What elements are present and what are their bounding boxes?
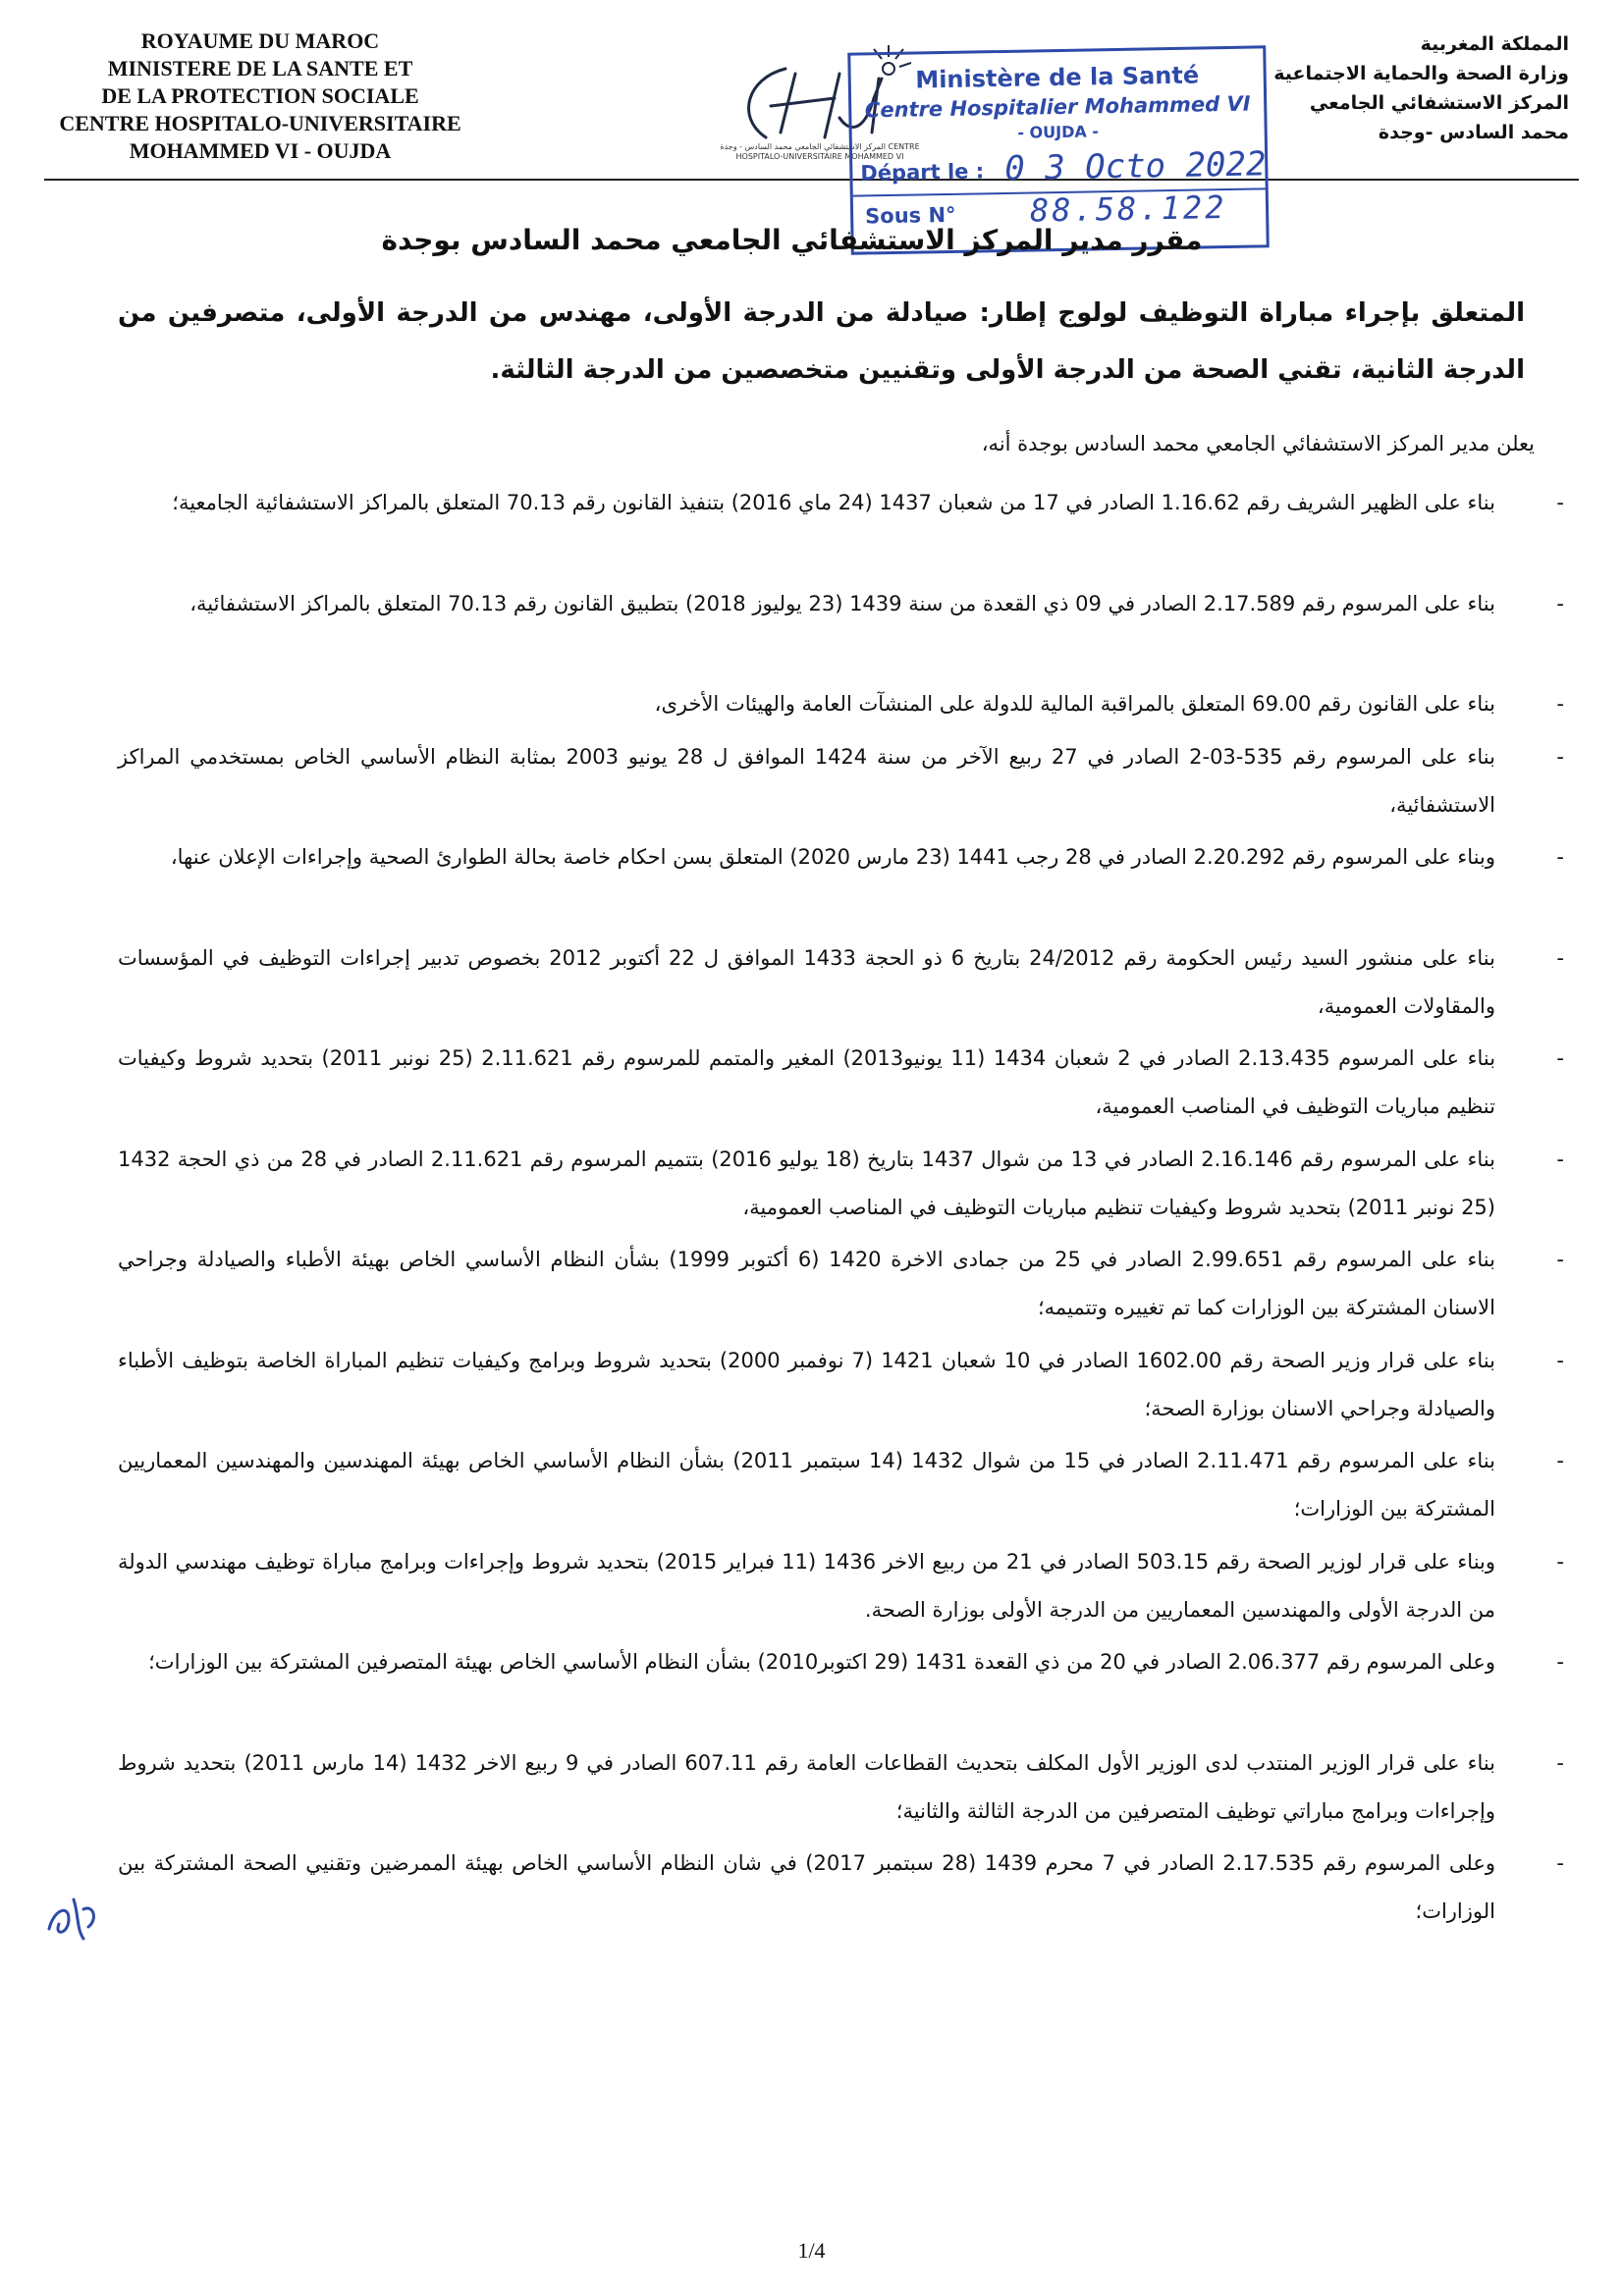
dash-bullet-icon: - xyxy=(1556,491,1564,514)
list-item xyxy=(118,1337,1564,1433)
list-item-text: بناء على قرار وزير الصحة رقم 1602.00 الصادر في 10 شعبان 1421 (7 نوفمبر 2000) بتحديد شروط وبرامج وكيفيات تنظيم المباراة الخاصة بتوظيف الأطباء والصيادلة وجراحي الاسنان بوزارة الصحة؛ xyxy=(118,1348,1496,1420)
list-item-text: بناء على المرسوم رقم 2.11.471 الصادر في 15 من شوال 1432 (14 سبتمبر 2011) بشأن النظام الأساسي الخاص بهيئة المهندسين والمهندسين المعماريين المشتركة بين الوزارات؛ xyxy=(118,1449,1496,1521)
considerations-list xyxy=(118,479,1564,1941)
header-arabic xyxy=(1274,29,1569,147)
header-divider xyxy=(44,179,1579,181)
list-item-text: وعلى المرسوم رقم 2.06.377 الصادر في 20 من ذي القعدة 1431 (29 اكتوبر2010) بشأن النظام الأساسي الخاص بهيئة المتصرفين المشتركة بين الوزارات؛ xyxy=(148,1650,1495,1674)
dash-bullet-icon: - xyxy=(1556,945,1564,970)
list-item-text: بناء على المرسوم رقم 2.99.651 الصادر في 25 من جمادى الاخرة 1420 (6 أكتوبر 1999) بشأن النظام الأساسي الخاص بهيئة الأطباء والصيادلة وجراحي الاسنان المشتركة بين الوزارات كما تم تغييره وتتميمه؛ xyxy=(118,1248,1495,1319)
list-item-text: بناء على المرسوم 2.13.435 الصادر في 2 شعبان 1434 (11 يونيو2013) المغير والمتمم للمرسوم رقم 2.11.621 (25 نونبر 2011) بتحديد شروط وكيفيات تنظيم مباريات التوظيف في المناصب العمومية، xyxy=(118,1046,1496,1118)
list-item xyxy=(118,1035,1564,1131)
dash-bullet-icon: - xyxy=(1556,1851,1564,1875)
header-french-line: CENTRE HOSPITALO-UNIVERSITAIRE xyxy=(59,111,461,135)
page-number: 1/4 xyxy=(797,2238,826,2263)
handwritten-initials-icon xyxy=(39,1890,108,1949)
list-item xyxy=(118,833,1564,930)
dash-bullet-icon: - xyxy=(1556,1348,1564,1372)
list-item xyxy=(118,1538,1564,1634)
list-item-text: وعلى المرسوم رقم 2.17.535 الصادر في 7 محرم 1439 (28 سبتمبر 2017) في شان النظام الأساسي الخاص بهيئة الممرضين وتقنيي الصحة المشتركة بين الوزارات؛ xyxy=(118,1851,1496,1923)
list-item xyxy=(118,479,1564,575)
list-item xyxy=(118,1739,1564,1836)
stamp-depart-label: Départ le : xyxy=(860,159,985,186)
dash-bullet-icon: - xyxy=(1556,591,1564,615)
stamp-sous-number: 88.58.122 xyxy=(1029,188,1227,230)
list-item-text: بناء على قرار الوزير المنتدب لدى الوزير الأول المكلف بتحديث القطاعات العامة رقم 607.11 الصادر في 9 ربيع الاخر 1432 (14 مارس 2011) بتحديد شروط وإجراءات وبرامج مباراتي توظيف المتصرفين من الدرجة الثالثة والثانية؛ xyxy=(118,1750,1496,1823)
stamp-depart-date: 0 3 Octo 2022 xyxy=(1003,144,1267,188)
list-item xyxy=(118,1638,1564,1735)
stamp-ministry: Ministère de la Santé xyxy=(915,61,1200,94)
header-arabic-line: وزارة الصحة والحماية الاجتماعية xyxy=(1273,63,1569,84)
stamp-sous-label: Sous N° xyxy=(864,202,956,229)
header-french-line: MINISTERE DE LA SANTE ET xyxy=(107,56,413,80)
document-title: مقرر مدير المركز الاستشفائي الجامعي محمد السادس بوجدة xyxy=(381,224,1203,256)
list-item xyxy=(118,1840,1564,1936)
list-item xyxy=(118,580,1564,676)
dash-bullet-icon: - xyxy=(1556,744,1564,769)
dash-bullet-icon: - xyxy=(1556,1147,1564,1171)
header-french xyxy=(59,27,461,165)
header-arabic-line: محمد السادس -وجدة xyxy=(1378,122,1569,143)
list-item xyxy=(118,1136,1564,1232)
dash-bullet-icon: - xyxy=(1556,1549,1564,1574)
list-item-text: وبناء على قرار لوزير الصحة رقم 503.15 الصادر في 21 من ربيع الاخر 1436 (11 فبراير 2015) بتحديد شروط وإجراءات وبرامج مباراة توظيف مهندسي الدولة من الدرجة الأولى والمهندسين المعماريين من الدرجة الأولى بوزارة الصحة. xyxy=(118,1549,1496,1622)
list-item-text: وبناء على المرسوم رقم 2.20.292 الصادر في 28 رجب 1441 (23 مارس 2020) المتعلق بسن احكام خاصة بحالة الطوارئ الصحية وإجراءات الإعلان عنها، xyxy=(170,845,1495,869)
list-item xyxy=(118,680,1564,728)
stamp-hospital: Centre Hospitalier Mohammed VI xyxy=(864,91,1251,123)
dash-bullet-icon: - xyxy=(1556,692,1564,716)
document-subject: المتعلق بإجراء مباراة التوظيف لولوج إطار: صيادلة من الدرجة الأولى، مهندس من الدرجة الأولى، متصرفين من الدرجة الثانية، تقني الصحة من الدرجة الأولى وتقنيين متخصصين من الدرجة الثالثة. xyxy=(118,298,1525,385)
header-arabic-line: المركز الاستشفائي الجامعي xyxy=(1309,92,1569,114)
dash-bullet-icon: - xyxy=(1556,1248,1564,1271)
list-item xyxy=(118,1437,1564,1533)
dash-bullet-icon: - xyxy=(1556,1750,1564,1775)
dash-bullet-icon: - xyxy=(1556,845,1564,869)
document-intro: يعلن مدير المركز الاستشفائي الجامعي محمد السادس بوجدة أنه، xyxy=(981,432,1535,455)
dash-bullet-icon: - xyxy=(1556,1046,1564,1070)
list-item-text: بناء على المرسوم رقم 2.16.146 الصادر في 13 من شوال 1437 بتاريخ (18 يوليو 2016) بتتميم المرسوم رقم 2.11.621 الصادر في 28 من ذي الحجة 1432 (25 نونبر 2011) بتحديد شروط وكيفيات تنظيم مباريات التوظيف في المناصب العمومية، xyxy=(118,1147,1495,1219)
list-item-text: بناء على القانون رقم 69.00 المتعلق بالمراقبة المالية للدولة على المنشآت العامة والهيئات الأخرى، xyxy=(654,692,1495,716)
list-item-text: بناء على المرسوم رقم 535-03-2 الصادر في 27 ربيع الآخر من سنة 1424 الموافق ل 28 يونيو 2003 بمثابة النظام الأساسي الخاص بمستخدمي المراكز الاستشفائية، xyxy=(118,744,1495,817)
list-item-text: بناء على منشور السيد رئيس الحكومة رقم 24/2012 بتاريخ 6 ذو الحجة 1433 الموافق ل 22 أكتوبر 2012 بخصوص تدبير إجراءات التوظيف في المؤسسات والمقاولات العمومية، xyxy=(118,945,1495,1018)
dash-bullet-icon: - xyxy=(1556,1449,1564,1472)
list-item xyxy=(118,1236,1564,1332)
list-item-text: بناء على الظهير الشريف رقم 1.16.62 الصادر في 17 من شعبان 1437 (24 ماي 2016) بتنفيذ القانون رقم 70.13 المتعلق بالمراكز الاستشفائية الجامعية؛ xyxy=(172,491,1495,514)
header-french-line: DE LA PROTECTION SOCIALE xyxy=(101,83,419,108)
header-french-line: ROYAUME DU MAROC xyxy=(140,28,380,53)
header-arabic-line: المملكة المغربية xyxy=(1420,33,1569,55)
logo-caption: المركز الاستشفائي الجامعي محمد السادس - وجدة CENTRE HOSPITALO-UNIVERSITAIRE MOHAMMED VI xyxy=(720,142,920,161)
list-item xyxy=(118,733,1564,829)
stamp-city: - OUJDA - xyxy=(1017,122,1100,142)
dash-bullet-icon: - xyxy=(1556,1650,1564,1674)
list-item-text: بناء على المرسوم رقم 2.17.589 الصادر في 09 ذي القعدة من سنة 1439 (23 يوليوز 2018) بتطبيق القانون رقم 70.13 المتعلق بالمراكز الاستشفائية، xyxy=(189,591,1495,615)
header-french-line: MOHAMMED VI - OUJDA xyxy=(129,138,392,163)
list-item xyxy=(118,934,1564,1031)
